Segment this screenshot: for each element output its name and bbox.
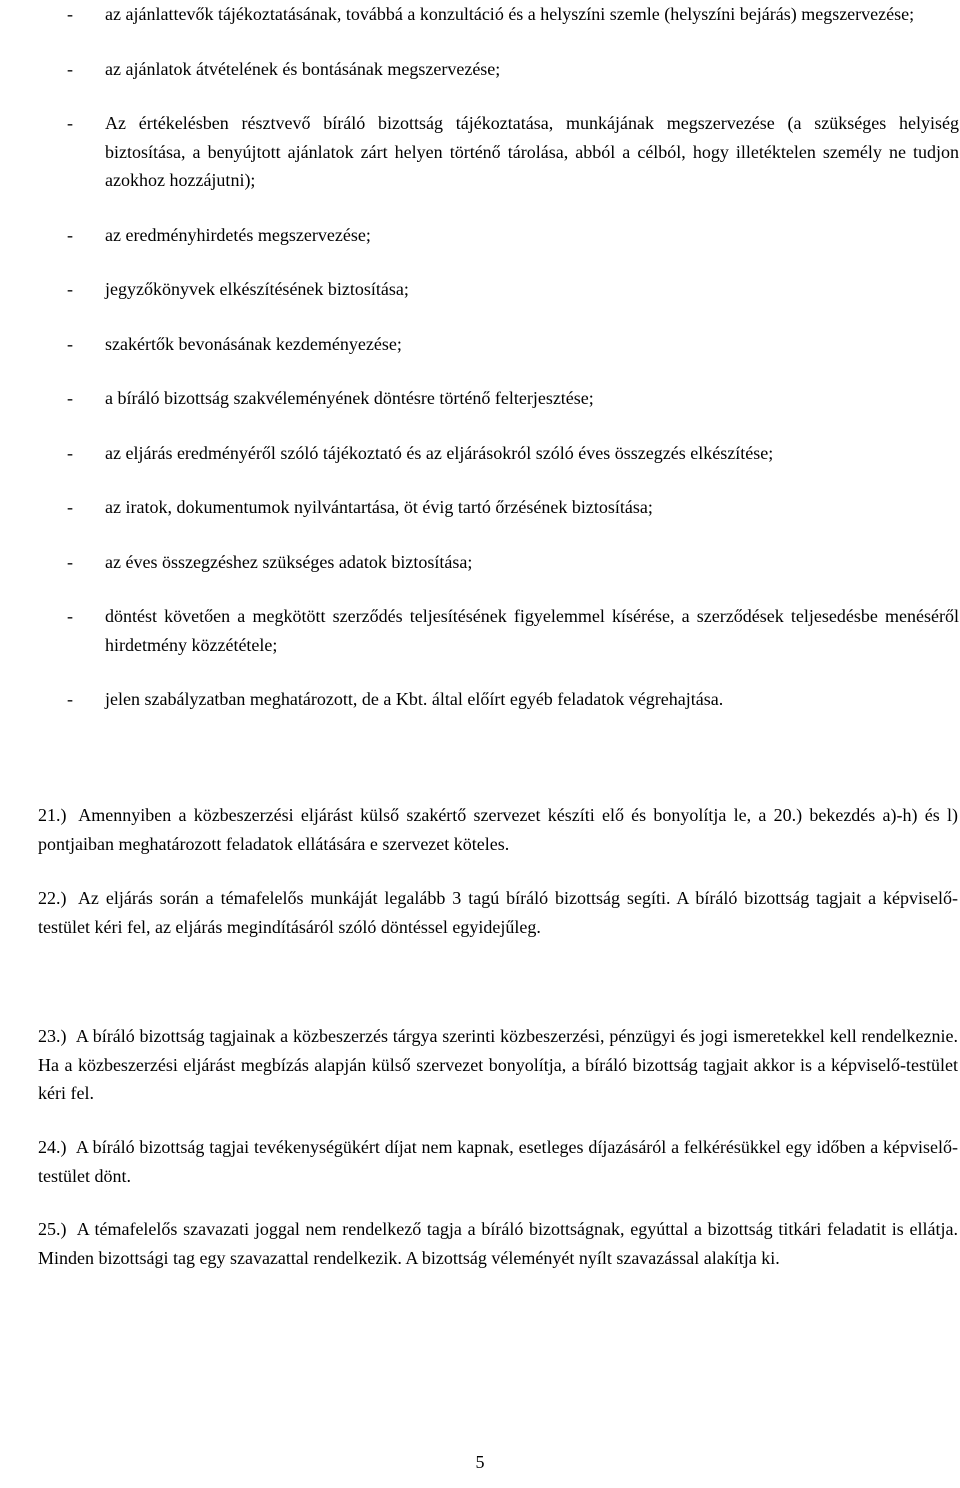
list-item [67,439,959,468]
numbered-paragraph [38,801,958,858]
list-dash: - [67,551,73,572]
page-number: 5 [475,1452,485,1472]
list-item [67,330,959,359]
paragraph-text: A témafelelős szavazati joggal nem rendelkező tagja a bíráló bizottságnak, egyúttal a bizottság titkári feladatit is ellátja. Minden bizottsági tag egy szavazattal rendelkezik. A bizottság véleményét nyílt szavazással alakítja ki. [38,1219,958,1268]
list-dash: - [67,58,73,79]
paragraph-text: Az eljárás során a témafelelős munkáját legalább 3 tagú bíráló bizottság segíti. A bíráló bizottság tagjait a képviselő-testület kéri fel, az eljárás megindításáról szóló döntéssel egyidejűleg. [38,888,958,937]
paragraph-22 [38,884,958,941]
list-item-text: az eredményhirdetés megszervezése; [105,224,371,245]
list-item-text: az ajánlatok átvételének és bontásának megszervezése; [105,58,501,79]
list-dash: - [67,4,73,24]
list-item-text: az eljárás eredményéről szóló tájékoztató és az eljárásokról szóló éves összegzés elkészítése; [105,442,774,463]
list-dash: - [67,689,73,709]
paragraph-24 [38,1133,958,1190]
list-dash: - [67,442,73,463]
list-item-text: a bíráló bizottság szakvéleményének döntésre történő felterjesztése; [105,388,594,408]
task-list [67,0,959,740]
list-item-text: döntést követően a megkötött szerződés teljesítésének figyelemmel kísérése, a szerződések teljesedésbe menéséről hirdetmény közzététele; [105,606,959,655]
list-dash: - [67,388,73,408]
paragraph-number: 25.) [38,1219,67,1239]
list-item-text: Az értékelésben résztvevő bíráló bizottság tájékoztatása, munkájának megszervezése (a szükséges helyiség biztosítása, a benyújtott ajánlatok zárt helyen történő tárolása, abból a célból, hogy illetéktelen személy ne tudjon azokhoz hozzájutni); [105,113,959,190]
list-item [67,109,959,195]
list-dash: - [67,279,73,299]
paragraph-number: 22.) [38,888,67,908]
paragraph-21 [38,801,958,858]
numbered-paragraph [38,884,958,941]
paragraph-text: Amennyiben a közbeszerzési eljárást külső szakértő szervezet készíti elő és bonyolítja le, a 20.) bekezdés a)-h) és l) pontjaiban meghatározott feladatok ellátására e szervezet köteles. [38,805,958,854]
list-item-text: jegyzőkönyvek elkészítésének biztosítása; [105,279,409,299]
paragraph-number: 23.) [38,1026,67,1046]
paragraph-text: A bíráló bizottság tagjai tevékenységükért díjat nem kapnak, esetleges díjazásáról a felkérésükkel egy időben a képviselő-testület dönt. [38,1137,958,1186]
list-item [67,602,959,659]
paragraph-text: A bíráló bizottság tagjainak a közbeszerzés tárgya szerinti közbeszerzési, pénzügyi és jogi ismeretekkel kell rendelkeznie. Ha a közbeszerzési eljárást megbízás alapján külső szervezet bonyolítja, a bíráló bizottság tagjait akkor is a képviselő-testület kéri fel. [38,1026,958,1103]
list-item [67,685,959,714]
list-item [67,221,959,250]
list-item [67,0,959,29]
list-item [67,548,959,577]
list-item-text: az ajánlattevők tájékoztatásának, továbbá a konzultáció és a helyszíni szemle (helyszíni bejárás) megszervezése; [105,4,915,24]
list-item [67,384,959,413]
list-dash: - [67,333,73,354]
paragraph-23 [38,1022,958,1108]
list-item-text: az iratok, dokumentumok nyilvántartása, öt évig tartó őrzésének biztosítása; [105,497,653,517]
list-dash: - [67,497,73,517]
list-dash: - [67,113,73,133]
paragraph-25 [38,1215,958,1272]
numbered-paragraph [38,1022,958,1108]
list-item [67,493,959,522]
list-item-text: jelen szabályzatban meghatározott, de a Kbt. által előírt egyéb feladatok végrehajtása. [105,689,724,709]
list-dash: - [67,224,73,245]
paragraph-number: 24.) [38,1137,67,1157]
list-item [67,275,959,304]
paragraph-number: 21.) [38,805,67,825]
numbered-paragraph [38,1133,958,1190]
list-item-text: az éves összegzéshez szükséges adatok biztosítása; [105,551,473,572]
list-item [67,55,959,84]
list-item-text: szakértők bevonásának kezdeményezése; [105,333,402,354]
numbered-paragraph [38,1215,958,1272]
list-dash: - [67,606,73,626]
